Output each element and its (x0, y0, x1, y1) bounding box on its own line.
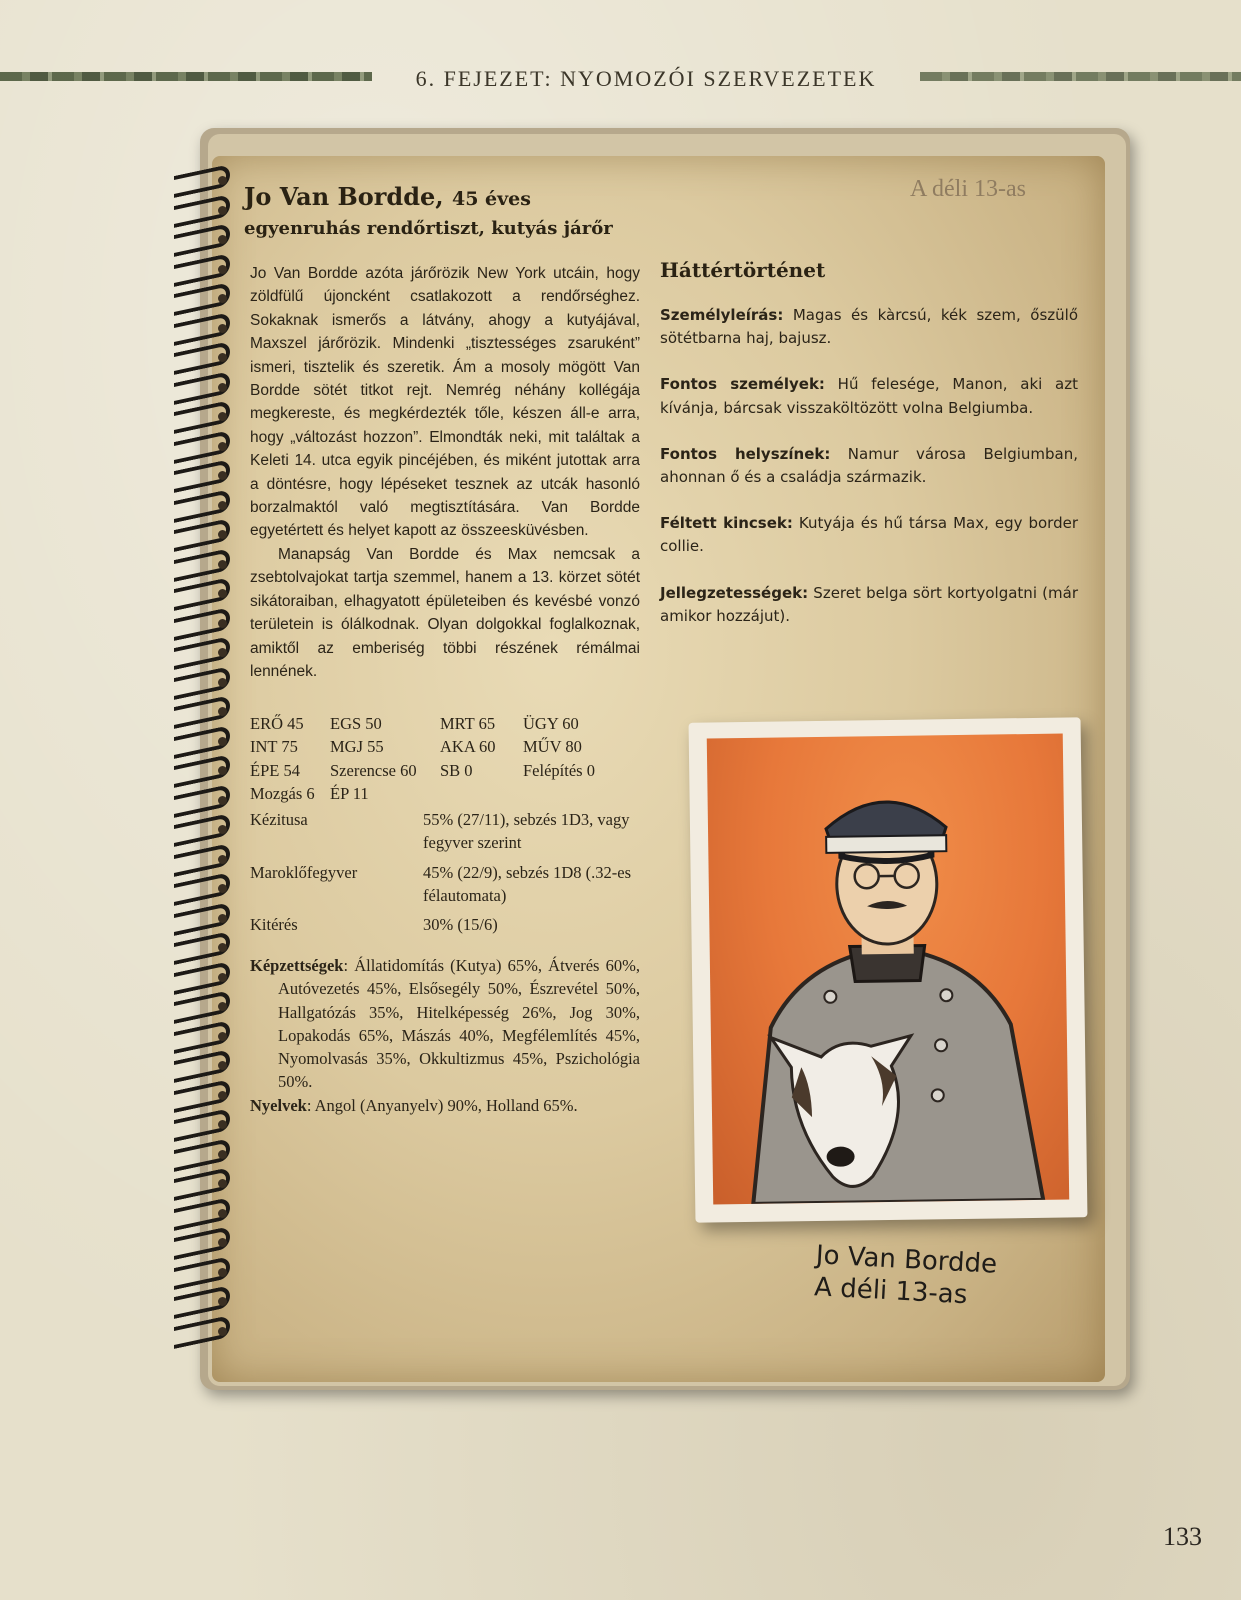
stat: MRT 65 (440, 714, 496, 733)
binding-hole (218, 560, 227, 569)
languages-label: Nyelvek (250, 1095, 307, 1115)
background-text: Hű felesége, Manon, aki azt kívánja, bárcsak visszaköltözött volna Belgiumba. (660, 375, 1078, 417)
binding-hole (218, 1238, 227, 1247)
character-name (244, 182, 531, 211)
background-text: Szeret belga sört kortyolgatni (már amikor hozzájut). (660, 583, 1078, 625)
background-item (660, 373, 1078, 419)
stat: ÜGY 60 (523, 714, 579, 733)
portrait-photo-frame (689, 717, 1088, 1222)
binding-hole (218, 442, 227, 451)
stat-row (250, 759, 640, 782)
stat: SB 0 (440, 760, 473, 780)
binding-hole (218, 1120, 227, 1129)
background-item (660, 582, 1078, 628)
background-label: Fontos személyek: (660, 375, 825, 394)
binding-hole (218, 530, 227, 539)
background-label: Féltett kincsek: (660, 514, 793, 533)
skills-text: : Állatidomítás (Kutya) 65%, Átverés 60%, Autóvezetés 45%, Elsősegély 50%, Észrevétel 50%, Hallgatózás 35%, Hitelképesség 26%, Jog 30%, Lopakodás 65%, Mászás 40%, Megfélemlítés 45%, Nyomolvasás 35%, Okkultizmus 45%, Pszichológia 50%. (278, 956, 640, 1092)
binding-hole (218, 353, 227, 362)
binding-hole (218, 737, 227, 746)
binding-hole (218, 1327, 227, 1336)
binding-hole (218, 501, 227, 510)
weapon-value: 45% (22/9), sebzés 1D8 (.32-es félautomata) (423, 862, 632, 905)
binding-hole (218, 471, 227, 480)
binding-hole (218, 412, 227, 421)
weapon-table (250, 808, 640, 942)
binding-hole (218, 1061, 227, 1070)
stat-row (250, 735, 640, 758)
skills-block (250, 954, 640, 1117)
binding-hole (218, 1091, 227, 1100)
spiral-binding (174, 150, 234, 1350)
weapon-name: Maroklőfegyver (250, 862, 358, 882)
weapon-row (250, 808, 640, 855)
binding-hole (218, 1268, 227, 1277)
weapon-row (250, 913, 640, 936)
binding-hole (218, 265, 227, 274)
binding-hole (218, 943, 227, 952)
binding-hole (218, 1179, 227, 1188)
weapon-name: Kézitusa (250, 810, 308, 829)
binding-hole (218, 294, 227, 303)
binding-hole (218, 884, 227, 893)
binding-hole (218, 1297, 227, 1306)
character-name-text: Jo Van Bordde, (244, 182, 444, 211)
binding-hole (218, 589, 227, 598)
stat: ERŐ 45 (250, 714, 304, 733)
binding-hole (218, 206, 227, 215)
background-item (660, 443, 1078, 489)
stat-row (250, 712, 640, 735)
binding-hole (218, 678, 227, 687)
binding-hole (218, 796, 227, 805)
binding-hole (218, 648, 227, 657)
header-rule-left (0, 72, 372, 81)
stat: Felépítés 0 (523, 760, 595, 780)
stat: AKA 60 (440, 737, 496, 757)
background-label: Fontos helyszínek: (660, 444, 831, 463)
chapter-heading: 6. FEJEZET: NYOMOZÓI SZERVEZETEK (415, 66, 877, 91)
stat: Mozgás 6 (250, 783, 315, 803)
portrait-photo (707, 734, 1069, 1205)
binding-hole (218, 973, 227, 982)
stat-block (250, 712, 640, 805)
page-number: 133 (1163, 1522, 1202, 1551)
languages-text: : Angol (Anyanyelv) 90%, Holland 65%. (306, 1095, 578, 1115)
weapon-name: Kitérés (250, 915, 298, 935)
bio-paragraph: Manapság Van Bordde és Max nemcsak a zsebtolvajokat tartja szemmel, hanem a 13. körzet sötét sikátoraiban, elhagyatott épületeiben és kevésbé vonzó területein is ólálkodnak. Olyan dolgokkal foglalkoznak, amiktől az emberiség többi részének rémálmai lennének. (250, 545, 640, 680)
binding-hole (218, 855, 227, 864)
binding-hole (218, 1150, 227, 1159)
background-text: Namur városa Belgiumban, ahonnan ő és a családja származik. (660, 444, 1078, 487)
languages-paragraph (250, 1094, 640, 1117)
character-bio (250, 262, 640, 683)
background-section (660, 304, 1078, 651)
binding-hole (218, 324, 227, 333)
background-item (660, 304, 1078, 350)
background-label: Jellegzetességek: (660, 583, 809, 602)
character-subtitle: egyenruhás rendőrtiszt, kutyás járőr (244, 218, 613, 239)
binding-hole (218, 707, 227, 716)
stat: Szerencse 60 (330, 760, 417, 780)
skills-label: Képzettségek (250, 956, 344, 975)
photo-caption (813, 1239, 997, 1312)
binding-hole (218, 1002, 227, 1011)
caption-line: A déli 13-as (813, 1272, 969, 1311)
binding-hole (218, 619, 227, 628)
background-item (660, 512, 1078, 558)
stat: INT 75 (250, 737, 298, 757)
character-age: 45 éves (451, 188, 531, 210)
header-rule-right (920, 72, 1241, 81)
background-title: Háttértörténet (660, 258, 826, 282)
stat: ÉPE 54 (250, 760, 300, 780)
binding-hole (218, 766, 227, 775)
weapon-value: 30% (15/6) (423, 915, 498, 935)
stat: MŰV 80 (523, 737, 582, 757)
binding-hole (218, 383, 227, 392)
skills-paragraph (250, 954, 640, 1094)
background-text: Magas és kàrcsú, kék szem, őszülő sötétbarna haj, bajusz. (660, 306, 1078, 348)
binding-hole (218, 1032, 227, 1041)
bio-paragraph: Jo Van Bordde azóta járőrözik New York utcáin, hogy zöldfülű újoncként csatlakozott a rendőrséghez. Sokaknak ismerős a látvány, ahogy a kutyájával, Maxszel járőrözik. Mindenki „tisztességes zsaruként” ismeri, tisztelik és szeretik. Ám a mosoly mögött Van Bordde sötét titkot rejt. Nemrég néhány kollégája megkereste, és megkérdezték tőle, készen áll-e arra, hogy „változást hozzon”. Elmondták neki, mit találtak a Keleti 14. utca egyik pincéjében, és miként jutottak arra a döntésre, hogy lépéseket tesznek az utcák hasonló borzalmaktól való megtisztítására. Van Bordde egyetértett és helyet kapott az összeesküvésben. (250, 265, 640, 540)
binding-hole (218, 914, 227, 923)
portrait-illustration (707, 734, 1069, 1205)
caption-line: Jo Van Bordde (815, 1240, 998, 1280)
binding-hole (218, 825, 227, 834)
weapon-value: 55% (27/11), sebzés 1D3, vagy fegyver szerint (423, 810, 630, 853)
background-text: Kutyája és hű társa Max, egy border collie. (660, 514, 1078, 556)
binding-hole (218, 176, 227, 185)
stat-row (250, 782, 640, 805)
notebook-stamp: A déli 13-as (910, 176, 1026, 202)
stat: ÉP 11 (330, 783, 369, 803)
background-label: Személyleírás: (660, 306, 784, 324)
stat: EGS 50 (330, 714, 382, 733)
weapon-row (250, 861, 640, 908)
stat: MGJ 55 (330, 737, 384, 757)
binding-hole (218, 235, 227, 244)
binding-hole (218, 1209, 227, 1218)
